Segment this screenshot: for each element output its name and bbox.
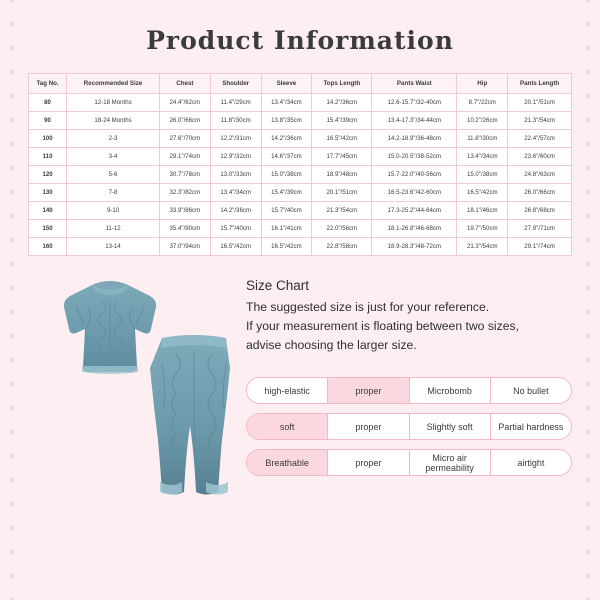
property-pill-rows bbox=[246, 377, 572, 476]
table-cell: 13.8"/35cm bbox=[261, 112, 312, 130]
table-cell: 15.4"/39cm bbox=[312, 112, 372, 130]
table-cell: 90 bbox=[29, 112, 67, 130]
table-cell: 29.1"/74cm bbox=[159, 148, 210, 166]
table-cell: 21.3"/54cm bbox=[312, 202, 372, 220]
table-cell: 11.8"/30cm bbox=[457, 130, 508, 148]
table-cell: 2-3 bbox=[67, 130, 160, 148]
table-cell: 15.7"/40cm bbox=[210, 220, 261, 238]
property-option[interactable]: proper bbox=[328, 414, 409, 439]
table-cell: 30.7"/78cm bbox=[159, 166, 210, 184]
table-header-cell: Sleeve bbox=[261, 74, 312, 94]
table-cell: 22.0"/56cm bbox=[312, 220, 372, 238]
table-cell: 110 bbox=[29, 148, 67, 166]
middle-section bbox=[28, 272, 572, 522]
table-cell: 16.5"/42cm bbox=[457, 184, 508, 202]
size-chart-heading: Size Chart bbox=[246, 278, 310, 293]
table-cell: 17.3-25.2"/44-64cm bbox=[372, 202, 457, 220]
table-row bbox=[29, 166, 572, 184]
table-cell: 21.3"/54cm bbox=[508, 112, 572, 130]
knit-pants-image bbox=[148, 334, 240, 499]
table-cell: 16.5"/42cm bbox=[261, 238, 312, 256]
size-table-wrapper bbox=[28, 73, 572, 256]
table-cell: 16.5-23.6"/42-60cm bbox=[372, 184, 457, 202]
table-cell: 27.9"/71cm bbox=[508, 220, 572, 238]
table-header-cell: Hip bbox=[457, 74, 508, 94]
table-cell: 18.1-26.8"/46-68cm bbox=[372, 220, 457, 238]
table-cell: 9-10 bbox=[67, 202, 160, 220]
table-cell: 24.4"/62cm bbox=[159, 94, 210, 112]
table-cell: 16.5"/42cm bbox=[210, 238, 261, 256]
property-option[interactable]: proper bbox=[328, 450, 409, 475]
table-cell: 8.7"/22cm bbox=[457, 94, 508, 112]
table-row bbox=[29, 184, 572, 202]
table-cell: 11.8"/30cm bbox=[210, 112, 261, 130]
table-cell: 18.9"/48cm bbox=[312, 166, 372, 184]
property-option-selected[interactable]: soft bbox=[247, 414, 328, 439]
table-cell: 12-18 Months bbox=[67, 94, 160, 112]
table-header-cell: Chest bbox=[159, 74, 210, 94]
table-row bbox=[29, 220, 572, 238]
table-cell: 150 bbox=[29, 220, 67, 238]
property-option-selected[interactable]: Breathable bbox=[247, 450, 328, 475]
table-cell: 5-6 bbox=[67, 166, 160, 184]
table-cell: 20.1"/51cm bbox=[508, 94, 572, 112]
table-cell: 13.4"/34cm bbox=[261, 94, 312, 112]
table-cell: 16.5"/42cm bbox=[312, 130, 372, 148]
size-chart-line-2: If your measurement is floating between two sizes, bbox=[246, 319, 519, 333]
property-option[interactable]: Partial hardness bbox=[498, 421, 564, 432]
table-header-cell: Tag No. bbox=[29, 74, 67, 94]
table-row bbox=[29, 112, 572, 130]
size-table-head bbox=[29, 74, 572, 94]
table-cell: 15.7"/40cm bbox=[261, 202, 312, 220]
table-cell: 12.9"/32cm bbox=[210, 148, 261, 166]
table-cell: 100 bbox=[29, 130, 67, 148]
table-cell: 20.1"/51cm bbox=[312, 184, 372, 202]
table-cell: 18.1"/46cm bbox=[457, 202, 508, 220]
table-cell: 17.7"/45cm bbox=[312, 148, 372, 166]
table-cell: 27.6"/70cm bbox=[159, 130, 210, 148]
property-option[interactable]: airtight bbox=[517, 457, 545, 468]
table-cell: 14.2"/36cm bbox=[210, 202, 261, 220]
table-cell: 130 bbox=[29, 184, 67, 202]
size-chart-line-1: The suggested size is just for your reference. bbox=[246, 300, 490, 314]
table-cell: 13.0"/33cm bbox=[210, 166, 261, 184]
table-cell: 22.4"/57cm bbox=[508, 130, 572, 148]
table-cell: 15.4"/39cm bbox=[261, 184, 312, 202]
page-title: Product Information bbox=[146, 26, 454, 55]
table-cell: 32.3"/82cm bbox=[159, 184, 210, 202]
table-cell: 7-8 bbox=[67, 184, 160, 202]
property-option[interactable]: Slightly soft bbox=[410, 414, 491, 439]
table-header-cell: Shoulder bbox=[210, 74, 261, 94]
table-cell: 35.4"/90cm bbox=[159, 220, 210, 238]
property-row-breathability bbox=[246, 449, 572, 476]
table-cell: 14.6"/37cm bbox=[261, 148, 312, 166]
table-header-cell: Pants Waist bbox=[372, 74, 457, 94]
garment-images bbox=[28, 272, 238, 522]
table-row bbox=[29, 238, 572, 256]
property-row-softness bbox=[246, 413, 572, 440]
table-cell: 11.4"/29cm bbox=[210, 94, 261, 112]
table-cell: 13.4-17.3"/34-44cm bbox=[372, 112, 457, 130]
table-row bbox=[29, 202, 572, 220]
table-cell: 11-12 bbox=[67, 220, 160, 238]
table-cell: 13.4"/34cm bbox=[457, 148, 508, 166]
table-cell: 37.0"/94cm bbox=[159, 238, 210, 256]
property-row-elasticity bbox=[246, 377, 572, 404]
size-chart-line-3: advise choosing the larger size. bbox=[246, 338, 417, 352]
table-cell: 26.0"/66cm bbox=[159, 112, 210, 130]
property-option-selected[interactable]: proper bbox=[328, 378, 409, 403]
size-table bbox=[28, 73, 572, 256]
table-cell: 15.0"/38cm bbox=[457, 166, 508, 184]
table-cell: 15.0"/38cm bbox=[261, 166, 312, 184]
property-option[interactable]: high-elastic bbox=[247, 378, 328, 403]
table-cell: 3-4 bbox=[67, 148, 160, 166]
table-cell: 14.2-18.9"/36-48cm bbox=[372, 130, 457, 148]
property-option[interactable]: No bullet bbox=[513, 385, 549, 396]
size-chart-text bbox=[238, 272, 572, 522]
table-cell: 12.2"/31cm bbox=[210, 130, 261, 148]
table-cell: 10.2"/26cm bbox=[457, 112, 508, 130]
table-cell: 23.6"/60cm bbox=[508, 148, 572, 166]
table-cell: 120 bbox=[29, 166, 67, 184]
table-header-cell: Recommended Size bbox=[67, 74, 160, 94]
table-cell: 19.7"/50cm bbox=[457, 220, 508, 238]
table-cell: 12.6-15.7"/32-40cm bbox=[372, 94, 457, 112]
property-option[interactable]: Micro air permeability bbox=[410, 450, 491, 475]
table-cell: 160 bbox=[29, 238, 67, 256]
table-cell: 21.3"/54cm bbox=[457, 238, 508, 256]
table-cell: 24.8"/63cm bbox=[508, 166, 572, 184]
table-cell: 13.4"/34cm bbox=[210, 184, 261, 202]
table-header-row bbox=[29, 74, 572, 94]
table-row bbox=[29, 148, 572, 166]
table-cell: 18-24 Months bbox=[67, 112, 160, 130]
table-cell: 15.0-20.5"/38-52cm bbox=[372, 148, 457, 166]
table-cell: 22.8"/58cm bbox=[312, 238, 372, 256]
table-cell: 140 bbox=[29, 202, 67, 220]
table-cell: 14.2"/36cm bbox=[312, 94, 372, 112]
table-cell: 80 bbox=[29, 94, 67, 112]
table-cell: 33.9"/86cm bbox=[159, 202, 210, 220]
table-cell: 29.1"/74cm bbox=[508, 238, 572, 256]
table-row bbox=[29, 94, 572, 112]
table-cell: 26.8"/68cm bbox=[508, 202, 572, 220]
table-cell: 13-14 bbox=[67, 238, 160, 256]
size-table-body bbox=[29, 94, 572, 256]
property-option[interactable]: Microbomb bbox=[410, 378, 491, 403]
table-cell: 15.7-22.0"/40-56cm bbox=[372, 166, 457, 184]
table-header-cell: Pants Length bbox=[508, 74, 572, 94]
knit-sweater-image bbox=[58, 278, 162, 376]
table-cell: 16.1"/41cm bbox=[261, 220, 312, 238]
table-header-cell: Tops Length bbox=[312, 74, 372, 94]
table-cell: 18.9-28.3"/48-72cm bbox=[372, 238, 457, 256]
table-cell: 26.0"/66cm bbox=[508, 184, 572, 202]
table-row bbox=[29, 130, 572, 148]
table-cell: 14.2"/36cm bbox=[261, 130, 312, 148]
